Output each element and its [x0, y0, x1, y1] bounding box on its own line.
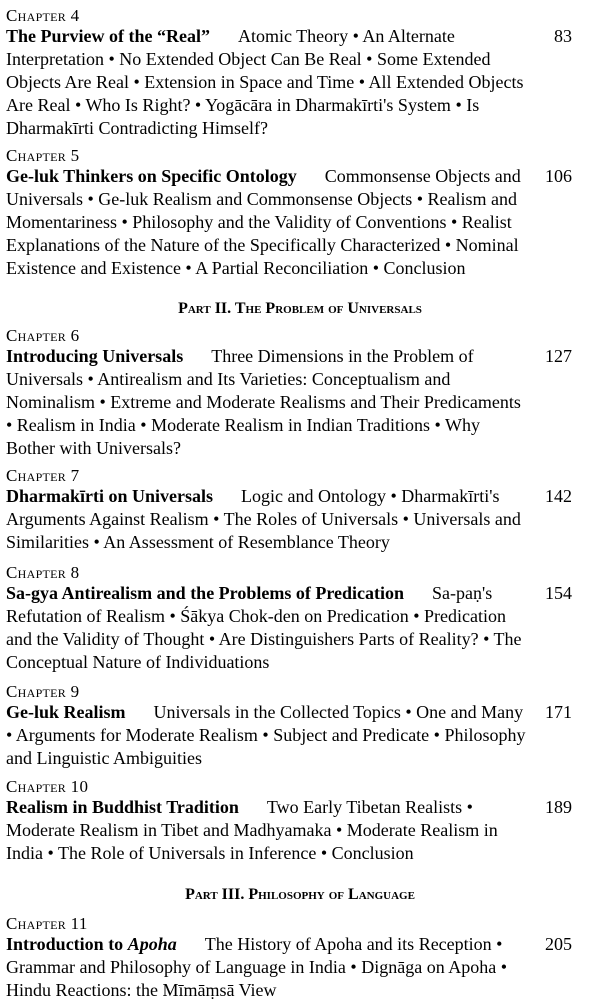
- chapter-summary: Commonsense Objects and Universals • Ge-luk Realism and Commonsense Objects • Realism and Momentariness • Philosophy and the Validity of Conventions • Realist Explanations of the Nature of the Specifically Characterized • Nominal Existence and Existence • A Partial Reconciliation • Conclusion: [6, 166, 521, 278]
- chapter-title: Ge-luk Realism: [6, 702, 126, 722]
- chapter-title: Ge-luk Thinkers on Specific Ontology: [6, 166, 297, 186]
- chapter-page-number: 154: [545, 583, 572, 603]
- chapter-label: Chapter 7: [6, 466, 80, 485]
- chapter-title-prefix: Introduction to: [6, 934, 128, 954]
- chapter-title: Realism in Buddhist Tradition: [6, 797, 239, 817]
- chapter-title: The Purview of the “Real”: [6, 26, 210, 46]
- chapter-title-italic: Apoha: [127, 934, 177, 954]
- chapter-page-number: 106: [545, 166, 572, 186]
- chapter-summary: Universals in the Collected Topics • One and Many • Arguments for Moderate Realism • Subject and Predicate • Philosophy and Linguistic Ambiguities: [6, 702, 526, 768]
- chapter-summary: Logic and Ontology • Dharmakīrti's Arguments Against Realism • The Roles of Universals • Universals and Similarities • An Assessment of Resemblance Theory: [6, 486, 521, 552]
- chapter-label: Chapter 6: [6, 326, 80, 345]
- chapter-summary: The History of Apoha and its Reception • Grammar and Philosophy of Language in India • Dignāga on Apoha • Hindu Reactions: the Mīmāṃsā View: [6, 934, 507, 1000]
- chapter-page-number: 127: [545, 346, 572, 366]
- chapter-page-number: 142: [545, 486, 572, 506]
- chapter-title: Dharmakīrti on Universals: [6, 486, 213, 506]
- chapter-label: Chapter 5: [6, 146, 80, 165]
- chapter-4-entry: [6, 6, 572, 140]
- chapter-5-entry: [6, 146, 572, 280]
- chapter-page-number: 83: [554, 26, 572, 46]
- chapter-7-entry: [6, 466, 572, 554]
- chapter-summary: Sa-paṇ's Refutation of Realism • Śākya Chok-den on Predication • Predication and the Validity of Thought • Are Distinguishers Parts of Reality? • The Conceptual Nature of Individuations: [6, 583, 522, 672]
- part-heading: Part II. The Problem of Universals: [178, 300, 422, 317]
- chapter-label: Chapter 9: [6, 682, 80, 701]
- chapter-title: [6, 934, 177, 954]
- chapter-label: Chapter 4: [6, 6, 80, 25]
- chapter-title: Introducing Universals: [6, 346, 184, 366]
- chapter-9-entry: [6, 682, 572, 770]
- chapter-label: Chapter 11: [6, 914, 88, 933]
- chapter-page-number: 189: [545, 797, 572, 817]
- chapter-summary: Two Early Tibetan Realists • Moderate Realism in Tibet and Madhyamaka • Moderate Realism in India • The Role of Universals in Inference • Conclusion: [6, 797, 498, 863]
- chapter-10-entry: [6, 777, 572, 865]
- chapter-6-entry: [6, 326, 572, 460]
- chapter-summary: Three Dimensions in the Problem of Universals • Antirealism and Its Varieties: Conceptualism and Nominalism • Extreme and Moderate Realisms and Their Predicaments • Realism in India • Moderate Realism in Indian Traditions • Why Bother with Universals?: [6, 346, 521, 458]
- chapter-8-entry: [6, 563, 572, 674]
- chapter-summary: Atomic Theory • An Alternate Interpretation • No Extended Object Can Be Real • Some Extended Objects Are Real • Extension in Space and Time • All Extended Objects Are Real • Who Is Right? • Yogācāra in Dharmakīrti's System • Is Dharmakīrti Contradicting Himself?: [6, 26, 524, 138]
- part-heading: Part III. Philosophy of Language: [185, 886, 415, 903]
- chapter-page-number: 171: [545, 702, 572, 722]
- chapter-page-number: 205: [545, 934, 572, 954]
- chapter-11-entry: [6, 914, 572, 1002]
- chapter-label: Chapter 8: [6, 563, 80, 582]
- chapter-label: Chapter 10: [6, 777, 89, 796]
- chapter-title: Sa-gya Antirealism and the Problems of Predication: [6, 583, 404, 603]
